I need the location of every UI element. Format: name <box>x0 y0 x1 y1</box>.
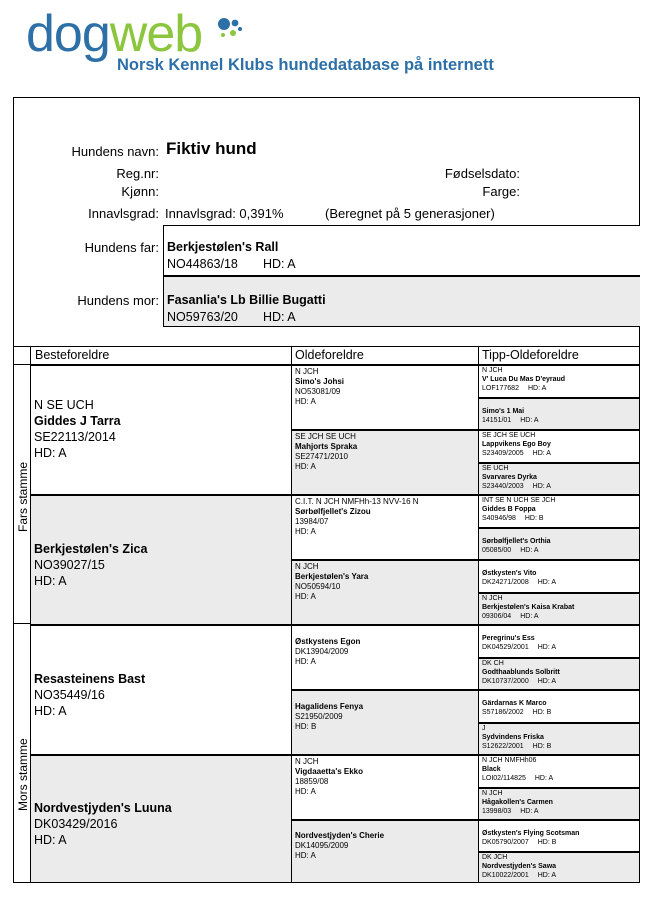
logo-text-web: web <box>109 5 203 63</box>
greatgrandparent-text <box>295 831 384 861</box>
gggp-title: SE JCH SE UCH <box>482 432 536 439</box>
gggp-reg-line <box>482 612 574 621</box>
gggp-name[interactable]: Svarvares Dyrka <box>482 474 537 481</box>
greatgreat-text <box>482 756 553 783</box>
gggp-hd: HD: A <box>520 613 539 620</box>
ggp-name[interactable]: Hagalidens Fenya <box>295 702 364 711</box>
inbreeding-value: Innavlsgrad: 0,391% <box>165 206 284 221</box>
gggp-hd: HD: A <box>534 775 554 782</box>
ggp-hd: HD: A <box>295 657 316 666</box>
gggp-reg: S23440/2003 <box>482 483 524 490</box>
gggp-reg-line <box>482 449 551 458</box>
gggp-reg: 05085/00 <box>482 547 512 554</box>
sex-label: Kjønn: <box>121 184 159 199</box>
ggp-hd: HD: B <box>295 722 317 731</box>
gggp-reg-line <box>482 546 551 555</box>
gggp-name[interactable]: Sydvindens Friska <box>482 734 544 741</box>
greatgrandparent-text <box>295 432 357 472</box>
gggp-name[interactable]: V' Luca Du Mas D'eyraud <box>482 376 566 383</box>
grandparent-title: N SE UCH <box>34 398 94 412</box>
ggp-name[interactable]: Mahjorts Spraka <box>295 442 358 451</box>
grandparent-text <box>34 800 172 848</box>
gggp-name[interactable]: Lappvikens Ego Boy <box>482 441 551 448</box>
gggp-name[interactable]: Godthaablunds Solbritt <box>482 669 560 676</box>
greatgreat-text <box>482 853 556 880</box>
gggp-hd: HD: A <box>527 385 547 392</box>
grandparent-text <box>34 398 121 461</box>
grandparent-name[interactable]: Nordvestjyden's Luuna <box>34 801 172 815</box>
gggp-reg-line <box>482 742 551 751</box>
ggp-name[interactable]: Nordvestjyden's Cherie <box>295 831 385 840</box>
ggp-hd: HD: A <box>295 527 316 536</box>
greatgreat-text <box>482 699 551 717</box>
ggp-hd: HD: A <box>295 851 316 860</box>
col-divider <box>291 346 292 365</box>
logo[interactable] <box>26 5 203 63</box>
color-label: Farge: <box>482 184 520 199</box>
ggp-reg: NO50594/10 <box>295 582 341 591</box>
gggp-reg: DK10737/2000 <box>482 678 529 685</box>
grandparent-text <box>34 671 145 719</box>
col-greatgreatgrandparents-header: Tipp-Oldeforeldre <box>482 348 579 362</box>
greatgreat-text <box>482 789 553 816</box>
ggp-name[interactable]: Vigdaaetta's Ekko <box>295 767 364 776</box>
gggp-title: J <box>482 725 486 732</box>
ggp-reg: 18859/08 <box>295 777 329 786</box>
mother-reg: NO59763/20 <box>167 310 238 324</box>
father-reg: NO44863/18 <box>167 257 238 271</box>
gggp-reg: DK24271/2008 <box>482 579 529 586</box>
greatgrandparent-text <box>295 757 363 797</box>
gggp-reg-line <box>482 416 539 425</box>
greatgreat-text <box>482 366 565 393</box>
greatgrandparent-text <box>295 497 419 537</box>
gggp-reg: DK10022/2001 <box>482 872 529 879</box>
col-greatgrandparents-header: Oldeforeldre <box>295 348 364 362</box>
ggp-reg: 13984/07 <box>295 517 329 526</box>
birthdate-label: Fødselsdato: <box>444 166 520 181</box>
greatgrandparent-text <box>295 562 368 602</box>
gggp-reg: 14151/01 <box>482 417 512 424</box>
gggp-name[interactable]: Østkysten's Vito <box>482 570 537 577</box>
gggp-name[interactable]: Hågakollen's Carmen <box>482 799 553 806</box>
logo-text-dog: dog <box>26 5 110 63</box>
gggp-reg-line <box>482 708 551 717</box>
inbreeding-note: (Beregnet på 5 generasjoner) <box>325 206 495 221</box>
gggp-name[interactable]: Sørbølfjellet's Orthia <box>482 538 551 545</box>
regnr-label: Reg.nr: <box>116 166 159 181</box>
side-father-label: Fars stamme <box>16 461 30 532</box>
gggp-reg: S57186/2002 <box>482 709 524 716</box>
gggp-name[interactable]: Gärdarnas K Marco <box>482 700 547 707</box>
gggp-reg: S12622/2001 <box>482 743 524 750</box>
ggp-title: N JCH <box>295 367 319 376</box>
ggp-name[interactable]: Berkjestølen's Yara <box>295 572 369 581</box>
gggp-reg: DK04529/2001 <box>482 644 529 651</box>
ggp-name[interactable]: Østkystens Egon <box>295 637 361 646</box>
gggp-hd: HD: A <box>520 547 539 554</box>
ggp-reg: DK14095/2009 <box>295 841 349 850</box>
greatgreat-text <box>482 594 574 621</box>
gggp-reg: S23409/2005 <box>482 450 524 457</box>
greatgreat-text <box>482 431 551 458</box>
grandparent-reg: NO39027/15 <box>34 558 105 572</box>
ggp-name[interactable]: Sørbølfjellet's Zizou <box>295 507 371 516</box>
gggp-title: N JCH NMFHh06 <box>482 757 537 764</box>
gggp-reg: S40946/98 <box>482 515 516 522</box>
greatgreat-text <box>482 659 560 686</box>
ggp-name[interactable]: Simo's Johsi <box>295 377 345 386</box>
grandparent-reg: DK03429/2016 <box>34 817 118 831</box>
gggp-hd: HD: B <box>532 709 552 716</box>
gggp-name[interactable]: Simo's 1 Mai <box>482 408 525 415</box>
gggp-hd: HD: A <box>537 579 557 586</box>
ggp-reg: DK13904/2009 <box>295 647 349 656</box>
gggp-hd: HD: A <box>532 450 551 457</box>
gggp-reg-line <box>482 643 556 652</box>
gggp-reg: 13998/03 <box>482 808 512 815</box>
greatgreat-text <box>482 464 551 491</box>
col-divider <box>30 346 31 365</box>
grandparent-name[interactable]: Resasteinens Bast <box>34 672 146 686</box>
gggp-hd: HD: A <box>532 483 551 490</box>
gggp-hd: HD: A <box>537 678 557 685</box>
greatgrandparent-text <box>295 637 360 667</box>
greatgreat-text <box>482 537 551 555</box>
gggp-title: SE UCH <box>482 465 509 472</box>
gggp-title: INT SE N UCH SE JCH <box>482 497 556 504</box>
gggp-hd: HD: B <box>532 743 552 750</box>
ggp-title: SE JCH SE UCH <box>295 432 356 441</box>
gggp-title: DK CH <box>482 660 504 667</box>
greatgreat-text <box>482 496 555 523</box>
gggp-hd: HD: A <box>520 808 539 815</box>
grandparent-hd: HD: A <box>34 833 67 847</box>
dog-name-label: Hundens navn: <box>71 144 159 159</box>
father-label: Hundens far: <box>84 240 159 255</box>
ggp-reg: SE27471/2010 <box>295 452 348 461</box>
logo-dots-icon <box>214 14 244 44</box>
greatgreat-text <box>482 634 556 652</box>
gggp-reg-line <box>482 482 551 491</box>
ggp-title: N JCH <box>295 562 319 571</box>
mother-name[interactable]: Fasanlia's Lb Billie Bugatti <box>167 293 326 307</box>
side-mother-label: Mors stamme <box>16 738 30 811</box>
gggp-reg-line <box>482 807 553 816</box>
grandparent-name[interactable]: Giddes J Tarra <box>34 414 121 428</box>
ggp-title: N JCH <box>295 757 319 766</box>
gggp-hd: HD: A <box>520 417 539 424</box>
greatgreat-text <box>482 569 556 587</box>
gggp-reg-line <box>482 871 556 880</box>
grandparent-hd: HD: A <box>34 574 67 588</box>
grandparent-name[interactable]: Berkjestølen's Zica <box>34 542 148 556</box>
grandparent-text <box>34 541 147 589</box>
gggp-title: N JCH <box>482 595 503 602</box>
ggp-reg: NO53081/09 <box>295 387 341 396</box>
greatgrandparent-text <box>295 702 363 732</box>
grandparent-hd: HD: A <box>34 704 67 718</box>
gggp-title: DK JCH <box>482 854 508 861</box>
gggp-reg: LOF177682 <box>482 385 519 392</box>
greatgrandparent-text <box>295 367 344 407</box>
mother-hd: HD: A <box>263 310 296 324</box>
grandparent-hd: HD: A <box>34 446 67 460</box>
gggp-reg: 09306/04 <box>482 613 512 620</box>
logo-subtitle: Norsk Kennel Klubs hundedatabase på internett <box>117 56 494 74</box>
gggp-name[interactable]: Berkjestølen's Kaisa Krabat <box>482 604 575 611</box>
gggp-title: N JCH <box>482 367 503 374</box>
gggp-hd: HD: B <box>537 839 557 846</box>
grandparent-reg: NO35449/16 <box>34 688 105 702</box>
ggp-hd: HD: A <box>295 592 316 601</box>
father-name[interactable]: Berkjestølen's Rall <box>167 240 279 254</box>
gggp-reg-line <box>482 774 553 783</box>
gggp-reg-line <box>482 677 560 686</box>
dog-name: Fiktiv hund <box>166 139 257 158</box>
gggp-reg: LOI02/114825 <box>482 775 526 782</box>
gggp-hd: HD: A <box>537 872 557 879</box>
gggp-name[interactable]: Peregrinu's Ess <box>482 635 535 642</box>
col-grandparents-header: Besteforeldre <box>35 348 110 362</box>
greatgreat-text <box>482 829 579 847</box>
greatgreat-text <box>482 724 551 751</box>
gggp-hd: HD: A <box>537 644 557 651</box>
gggp-reg-line <box>482 838 579 847</box>
grandparent-reg: SE22113/2014 <box>34 430 116 444</box>
ggp-hd: HD: A <box>295 787 316 796</box>
ggp-hd: HD: A <box>295 462 316 471</box>
ggp-hd: HD: A <box>295 397 316 406</box>
ggp-reg: S21950/2009 <box>295 712 343 721</box>
gggp-title: N JCH <box>482 790 503 797</box>
gggp-name[interactable]: Giddes B Foppa <box>482 506 536 513</box>
gggp-name[interactable]: Østkysten's Flying Scotsman <box>482 830 580 837</box>
inbreeding-label: Innavlsgrad: <box>88 206 159 221</box>
gggp-name[interactable]: Black <box>482 766 501 773</box>
gggp-reg: DK05790/2007 <box>482 839 529 846</box>
gggp-hd: HD: B <box>524 515 544 522</box>
gggp-name[interactable]: Nordvestjyden's Sawa <box>482 863 557 870</box>
gggp-reg-line <box>482 384 565 393</box>
gggp-reg-line <box>482 578 556 587</box>
ggp-title: C.I.T. N JCH NMFHh-13 NVV-16 N <box>295 497 419 506</box>
mother-label: Hundens mor: <box>77 293 159 308</box>
father-hd: HD: A <box>263 257 296 271</box>
col-divider <box>478 346 479 365</box>
gggp-reg-line <box>482 514 555 523</box>
greatgreat-text <box>482 407 539 425</box>
